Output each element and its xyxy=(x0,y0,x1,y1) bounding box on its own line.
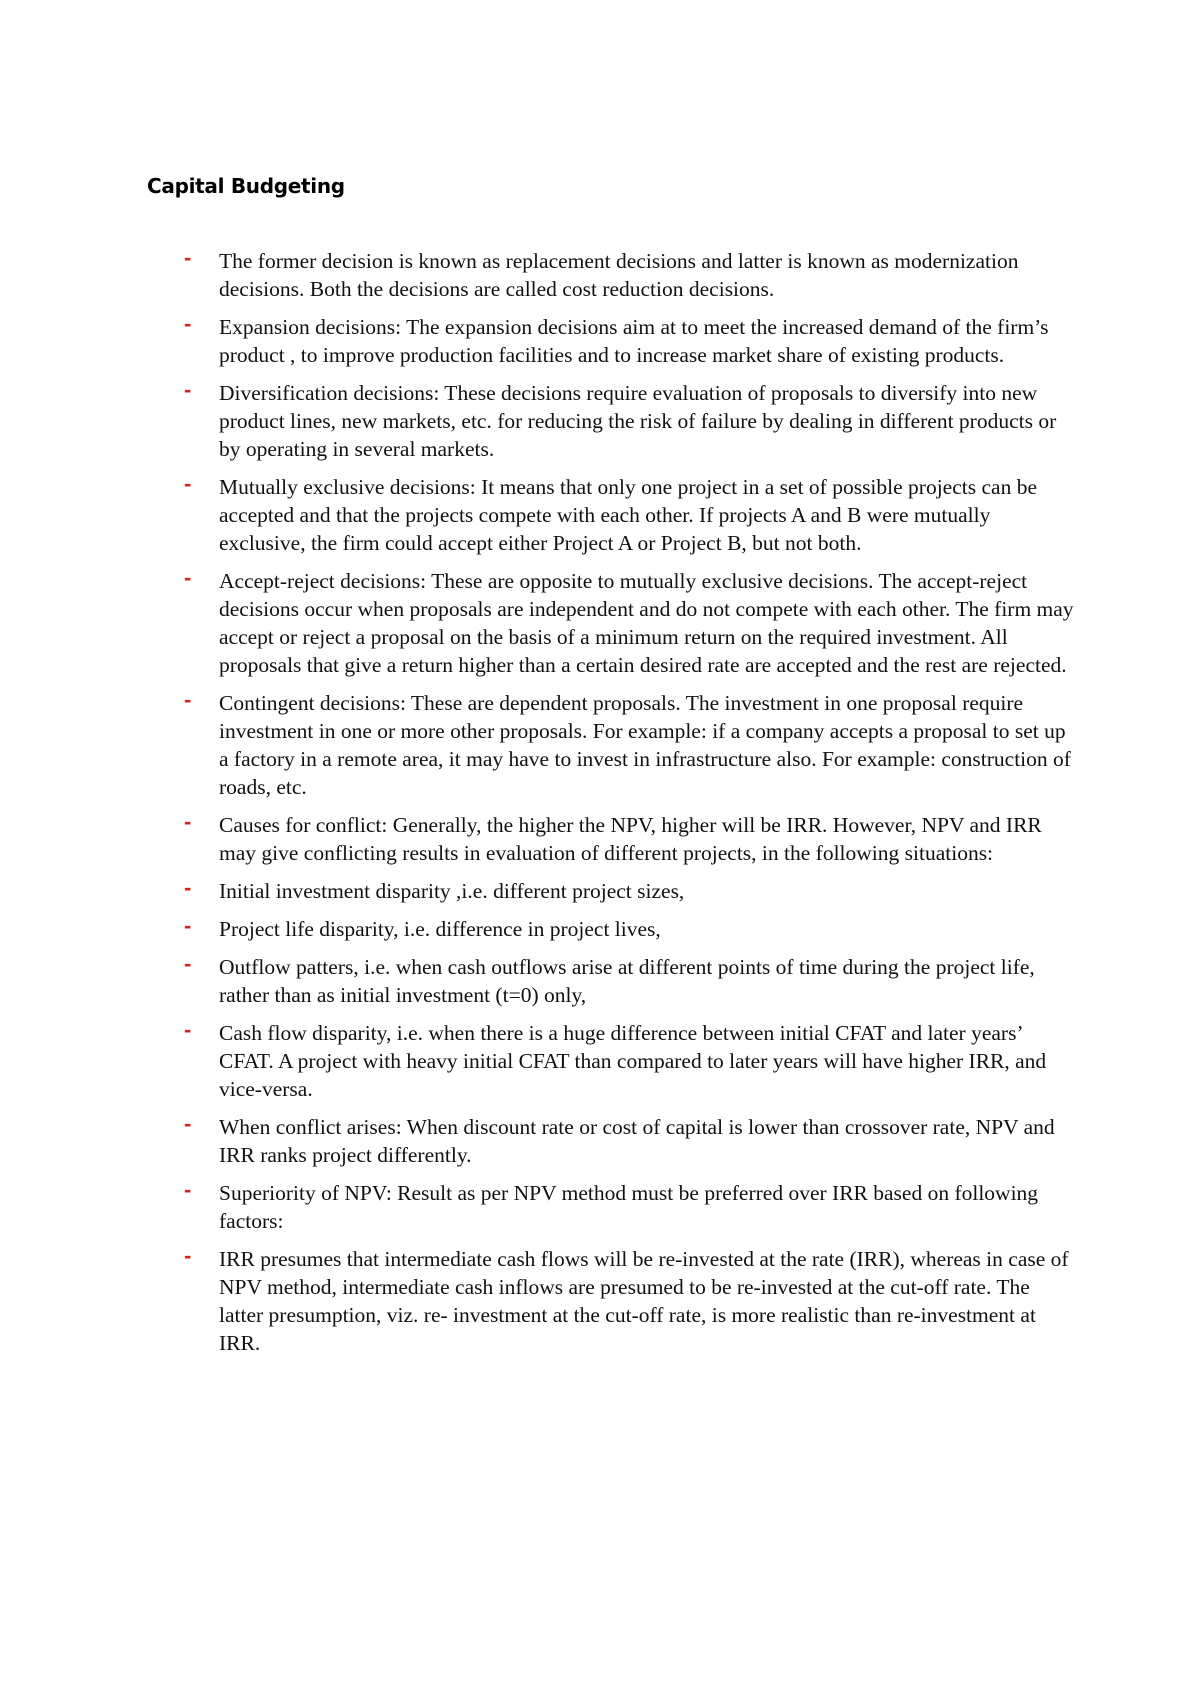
list-item xyxy=(184,915,1074,943)
list-item-text: Contingent decisions: These are dependent proposals. The investment in one proposal require investment in one or more other proposals. For example: if a company accepts a proposal to set up a factory in a remote area, it may have to invest in infrastructure also. For example: construction of roads, etc. xyxy=(219,691,1071,799)
list-item xyxy=(184,811,1074,867)
list-item xyxy=(184,567,1074,679)
dash-bullet-icon: - xyxy=(184,377,192,402)
list-item-text: When conflict arises: When discount rate or cost of capital is lower than crossover rate, NPV and IRR ranks project differently. xyxy=(219,1115,1055,1167)
dash-bullet-icon: - xyxy=(184,913,192,938)
list-item xyxy=(184,1245,1074,1357)
list-item-text: Cash flow disparity, i.e. when there is a huge difference between initial CFAT and later years’ CFAT. A project with heavy initial CFAT than compared to later years will have higher IRR, and vice-versa. xyxy=(219,1021,1047,1101)
list-item-text: IRR presumes that intermediate cash flows will be re-invested at the rate (IRR), whereas in case of NPV method, intermediate cash inflows are presumed to be re-invested at the cut-off rate. The latter presumption, viz. re- investment at the cut-off rate, is more realistic than re-investment at IRR. xyxy=(219,1247,1069,1355)
dash-bullet-icon: - xyxy=(184,565,192,590)
dash-bullet-icon: - xyxy=(184,1111,192,1136)
bullet-list xyxy=(184,247,1074,1367)
list-item-text: Expansion decisions: The expansion decisions aim at to meet the increased demand of the firm’s product , to improve production facilities and to increase market share of existing products. xyxy=(219,315,1049,367)
dash-bullet-icon: - xyxy=(184,1243,192,1268)
dash-bullet-icon: - xyxy=(184,809,192,834)
dash-bullet-icon: - xyxy=(184,245,192,270)
list-item xyxy=(184,379,1074,463)
list-item xyxy=(184,247,1074,303)
dash-bullet-icon: - xyxy=(184,687,192,712)
list-item xyxy=(184,1113,1074,1169)
list-item xyxy=(184,313,1074,369)
dash-bullet-icon: - xyxy=(184,1177,192,1202)
dash-bullet-icon: - xyxy=(184,875,192,900)
list-item xyxy=(184,1019,1074,1103)
list-item-text: Outflow patters, i.e. when cash outflows arise at different points of time during the project life, rather than as initial investment (t=0) only, xyxy=(219,955,1035,1007)
list-item-text: Diversification decisions: These decisions require evaluation of proposals to diversify into new product lines, new markets, etc. for reducing the risk of failure by dealing in different products or by operating in several markets. xyxy=(219,381,1057,461)
page-title: Capital Budgeting xyxy=(147,174,345,198)
list-item xyxy=(184,473,1074,557)
list-item-text: The former decision is known as replacement decisions and latter is known as modernization decisions. Both the decisions are called cost reduction decisions. xyxy=(219,249,1019,301)
dash-bullet-icon: - xyxy=(184,471,192,496)
list-item xyxy=(184,1179,1074,1235)
list-item-text: Initial investment disparity ,i.e. different project sizes, xyxy=(219,879,685,903)
list-item xyxy=(184,953,1074,1009)
list-item-text: Superiority of NPV: Result as per NPV method must be preferred over IRR based on following factors: xyxy=(219,1181,1039,1233)
list-item-text: Project life disparity, i.e. difference in project lives, xyxy=(219,917,661,941)
dash-bullet-icon: - xyxy=(184,311,192,336)
list-item xyxy=(184,689,1074,801)
dash-bullet-icon: - xyxy=(184,1017,192,1042)
list-item xyxy=(184,877,1074,905)
dash-bullet-icon: - xyxy=(184,951,192,976)
list-item-text: Accept-reject decisions: These are opposite to mutually exclusive decisions. The accept-reject decisions occur when proposals are independent and do not compete with each other. The firm may accept or reject a proposal on the basis of a minimum return on the required investment. All proposals that give a return higher than a certain desired rate are accepted and the rest are rejected. xyxy=(219,569,1074,677)
list-item-text: Causes for conflict: Generally, the higher the NPV, higher will be IRR. However, NPV and IRR may give conflicting results in evaluation of different projects, in the following situations: xyxy=(219,813,1042,865)
list-item-text: Mutually exclusive decisions: It means that only one project in a set of possible projects can be accepted and that the projects compete with each other. If projects A and B were mutually exclusive, the firm could accept either Project A or Project B, but not both. xyxy=(219,475,1037,555)
